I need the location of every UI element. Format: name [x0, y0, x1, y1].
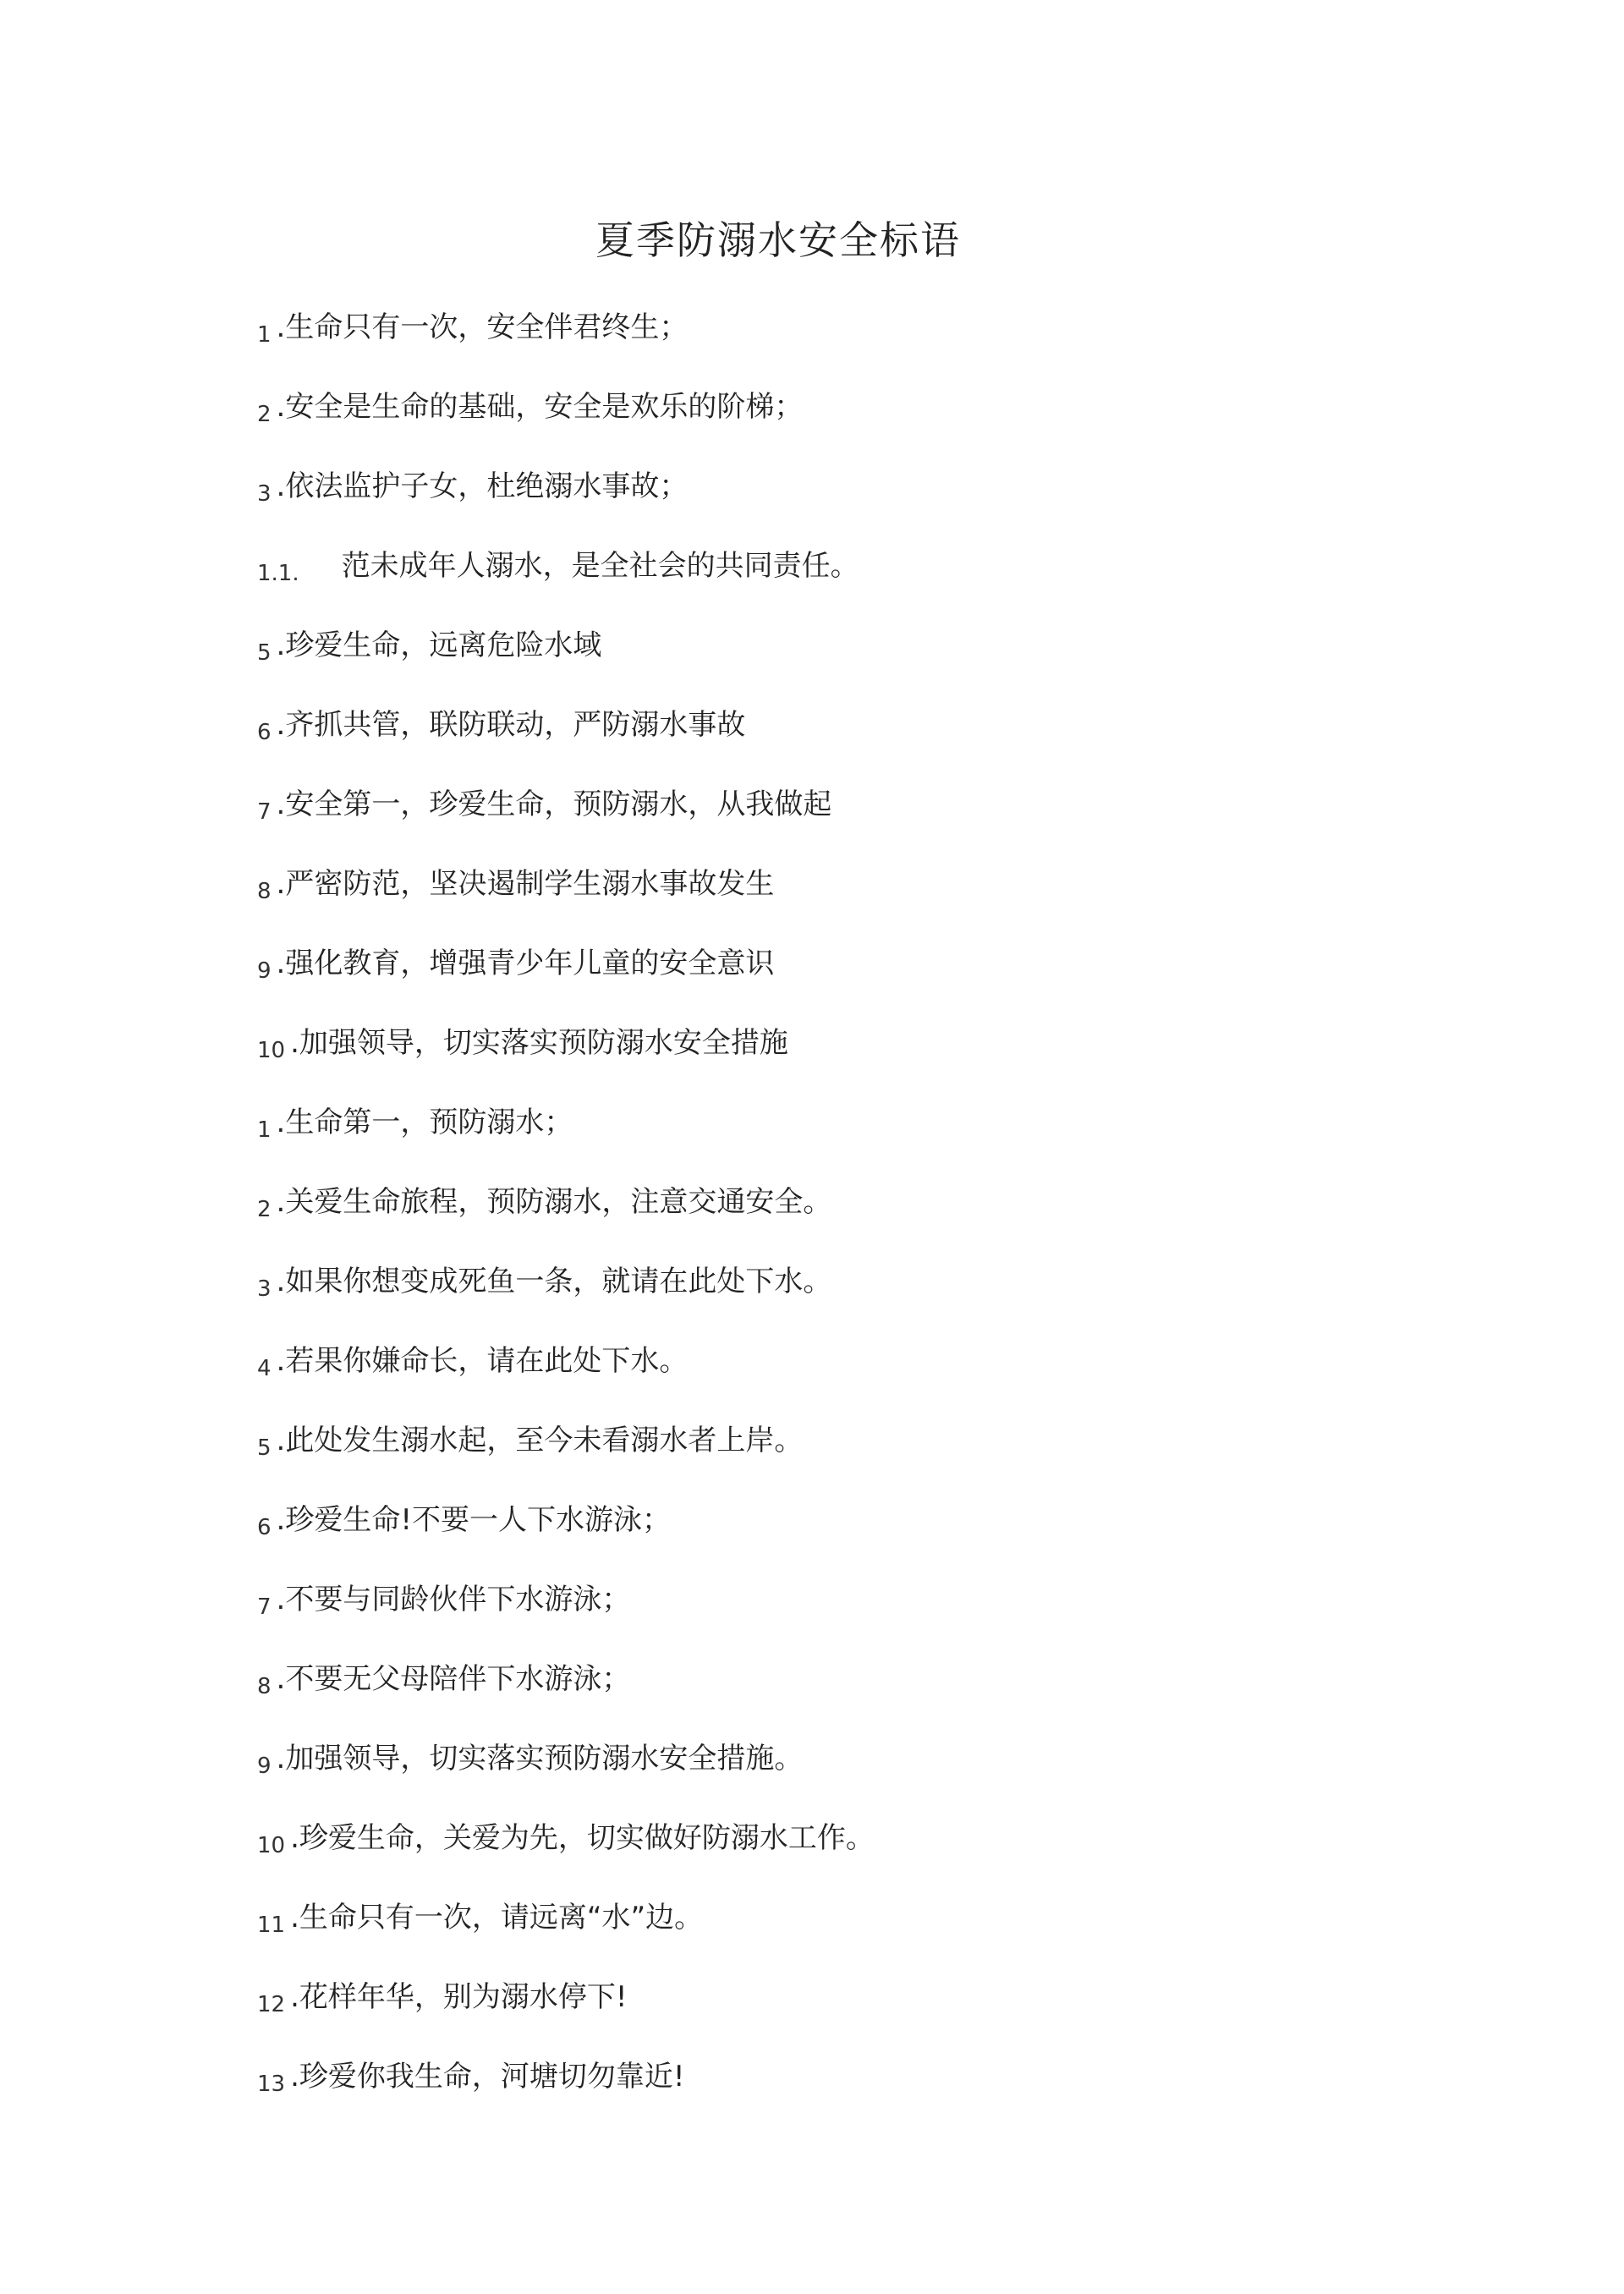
item-number: 13	[257, 2072, 286, 2097]
item-text: .如果你想变成死鱼一条，就请在此处下水。	[276, 1265, 832, 1298]
item-text: .强化教育，增强青少年儿童的安全意识	[276, 947, 775, 980]
list-item	[257, 1260, 875, 1340]
list-item	[257, 1022, 875, 1101]
item-text: .珍爱生命，远离危险水域	[276, 628, 602, 662]
item-text: .珍爱生命!不要一人下水游泳；	[276, 1503, 671, 1537]
item-number: 7	[257, 799, 272, 825]
list-item	[257, 1737, 875, 1817]
list-item	[257, 1499, 875, 1578]
item-number: 1.1.	[257, 561, 299, 586]
item-number: 11	[257, 1913, 286, 1938]
item-text: .依法监护子女，杜绝溺水事故；	[276, 469, 689, 503]
list-item	[257, 545, 875, 624]
item-number: 1	[257, 322, 272, 348]
document-title: 夏季防溺水安全标语	[595, 217, 961, 263]
list-item	[257, 1181, 875, 1260]
item-text: .生命只有一次，安全伴君终生；	[276, 310, 689, 344]
item-text: .珍爱你我生命，河塘切勿靠近!	[290, 2060, 685, 2094]
list-item	[257, 863, 875, 942]
list-item	[257, 1101, 875, 1181]
list-item	[257, 1658, 875, 1737]
item-number: 3	[257, 481, 272, 507]
item-number: 6	[257, 720, 272, 745]
item-text: .关爱生命旅程，预防溺水，注意交通安全。	[276, 1185, 832, 1219]
list-item	[257, 783, 875, 863]
item-text: .不要无父母陪伴下水游泳；	[276, 1662, 631, 1696]
item-text: .加强领导，切实落实预防溺水安全措施。	[276, 1742, 804, 1775]
list-item	[257, 306, 875, 386]
slogan-list	[257, 306, 875, 2135]
list-item	[257, 1419, 875, 1499]
list-item	[257, 1896, 875, 1976]
list-item	[257, 1817, 875, 1896]
item-text: .严密防范，坚决遏制学生溺水事故发生	[276, 867, 775, 901]
item-number: 9	[257, 958, 272, 984]
item-number: 2	[257, 1197, 272, 1222]
item-text: .齐抓共管，联防联动，严防溺水事故	[276, 708, 746, 742]
list-item	[257, 2055, 875, 2135]
item-text: .花样年华，别为溺水停下!	[290, 1980, 628, 2014]
item-number: 7	[257, 1594, 272, 1620]
item-number: 5	[257, 1435, 272, 1461]
item-number: 1	[257, 1117, 272, 1143]
item-text: 范未成年人溺水，是全社会的共同责任。	[341, 549, 859, 583]
item-number: 10	[257, 1038, 286, 1063]
list-item	[257, 1340, 875, 1419]
item-number: 9	[257, 1753, 272, 1779]
item-number: 4	[257, 1356, 272, 1381]
item-number: 8	[257, 1674, 272, 1699]
item-text: .生命只有一次，请远离“水”边。	[290, 1901, 704, 1935]
list-item	[257, 942, 875, 1022]
list-item	[257, 465, 875, 545]
item-text: .安全是生命的基础，安全是欢乐的阶梯；	[276, 390, 804, 424]
item-text: .此处发生溺水起，至今未看溺水者上岸。	[276, 1424, 804, 1457]
item-text: .安全第一，珍爱生命，预防溺水，从我做起	[276, 788, 832, 821]
item-text: .珍爱生命，关爱为先，切实做好防溺水工作。	[290, 1821, 875, 1855]
item-number: 10	[257, 1833, 286, 1858]
list-item	[257, 1976, 875, 2055]
item-number: 12	[257, 1992, 286, 2017]
list-item	[257, 624, 875, 704]
item-text: .不要与同龄伙伴下水游泳；	[276, 1583, 631, 1616]
item-text: .若果你嫌命长，请在此处下水。	[276, 1344, 689, 1378]
list-item	[257, 386, 875, 465]
item-number: 8	[257, 879, 272, 904]
item-number: 2	[257, 402, 272, 427]
item-text: .生命第一，预防溺水；	[276, 1106, 573, 1139]
list-item	[257, 704, 875, 783]
list-item	[257, 1578, 875, 1658]
item-number: 3	[257, 1276, 272, 1302]
item-text: .加强领导，切实落实预防溺水安全措施	[290, 1026, 788, 1060]
item-number: 5	[257, 640, 272, 666]
item-number: 6	[257, 1515, 272, 1540]
